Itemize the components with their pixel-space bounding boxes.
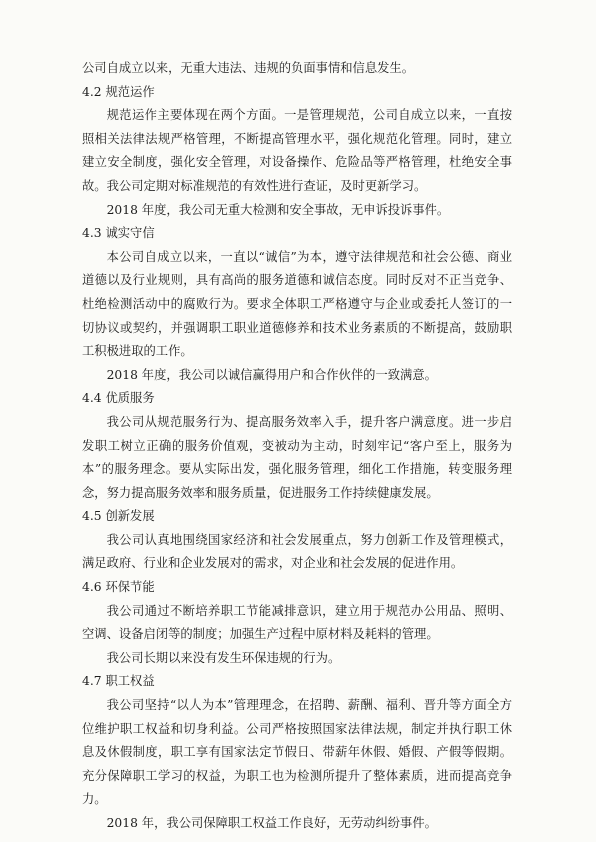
paragraph-4-6-summary: 我公司长期以来没有发生环保违规的行为。 <box>106 650 341 665</box>
heading-4-4: 4.4 优质服务 <box>82 391 155 406</box>
paragraph-4-7: 我公司坚持“以人为本”管理理念，在招聘、薪酬、福利、晋升等方面全方位维护职工权益和切身利益。公司严格按照国家法律法规，制定并执行职工休息及休假制度，职工享有国家法定节假日、带薪年休假、婚假、产假等假期。充分保障职工学习的权益，为职工也为检测所提升了整体素质，进而提高竞争力。 <box>82 698 512 807</box>
paragraph-4-6: 我公司通过不断培养职工节能减排意识，建立用于规范办公用品、照明、空调、设备启闭等的制度；加强生产过程中原材料及耗料的管理。 <box>82 603 512 642</box>
paragraph-4-5: 我公司认真地围绕国家经济和社会发展重点，努力创新工作及管理模式，满足政府、行业和企业发展对的需求，对企业和社会发展的促进作用。 <box>82 532 512 571</box>
paragraph-4-2: 规范运作主要体现在两个方面。一是管理规范，公司自成立以来，一直按照相关法律法规严格管理，不断提高管理水平，强化规范化管理。同时，建立建立安全制度，强化安全管理，对设备操作、危险品等严格管理，杜绝安全事故。我公司定期对标准规范的有效性进行查证，及时更新学习。 <box>82 108 512 193</box>
heading-4-3: 4.3 诚实守信 <box>82 226 155 241</box>
heading-4-6: 4.6 环保节能 <box>82 580 155 595</box>
paragraph-4-3: 本公司自成立以来，一直以“诚信”为本，遵守法律规范和社会公德、商业道德以及行业规则，具有高尚的服务道德和诚信态度。同时反对不正当竞争、杜绝检测活动中的腐败行为。要求全体职工严格遵守与企业或委托人签订的一切协议或契约，并强调职工职业道德修养和技术业务素质的不断提高，鼓励职工积极进取的工作。 <box>82 249 512 359</box>
heading-4-7: 4.7 职工权益 <box>82 674 155 689</box>
paragraph-4-7-summary: 2018 年，我公司保障职工权益工作良好，无劳动纠纷事件。 <box>106 816 437 830</box>
paragraph-4-4: 我公司从规范服务行为、提高服务效率入手，提升客户满意度。进一步启发职工树立正确的服务价值观，变被动为主动，时刻牢记“客户至上，服务为本”的服务理念。要从实际出发，强化服务管理，细化工作措施，转变服务理念，努力提高服务效率和服务质量，促进服务工作持续健康发展。 <box>82 414 512 500</box>
paragraph-4-2-summary: 2018 年度，我公司无重大检测和安全事故，无申诉投诉事件。 <box>106 202 450 217</box>
document-body <box>82 57 512 836</box>
closing-line-4-1: 公司自成立以来，无重大违法、违规的负面事情和信息发生。 <box>82 61 415 75</box>
paragraph-4-3-summary: 2018 年度，我公司以诚信赢得用户和合作伙伴的一致满意。 <box>106 367 437 382</box>
heading-4-2: 4.2 规范运作 <box>82 84 155 99</box>
heading-4-5: 4.5 创新发展 <box>82 509 155 524</box>
